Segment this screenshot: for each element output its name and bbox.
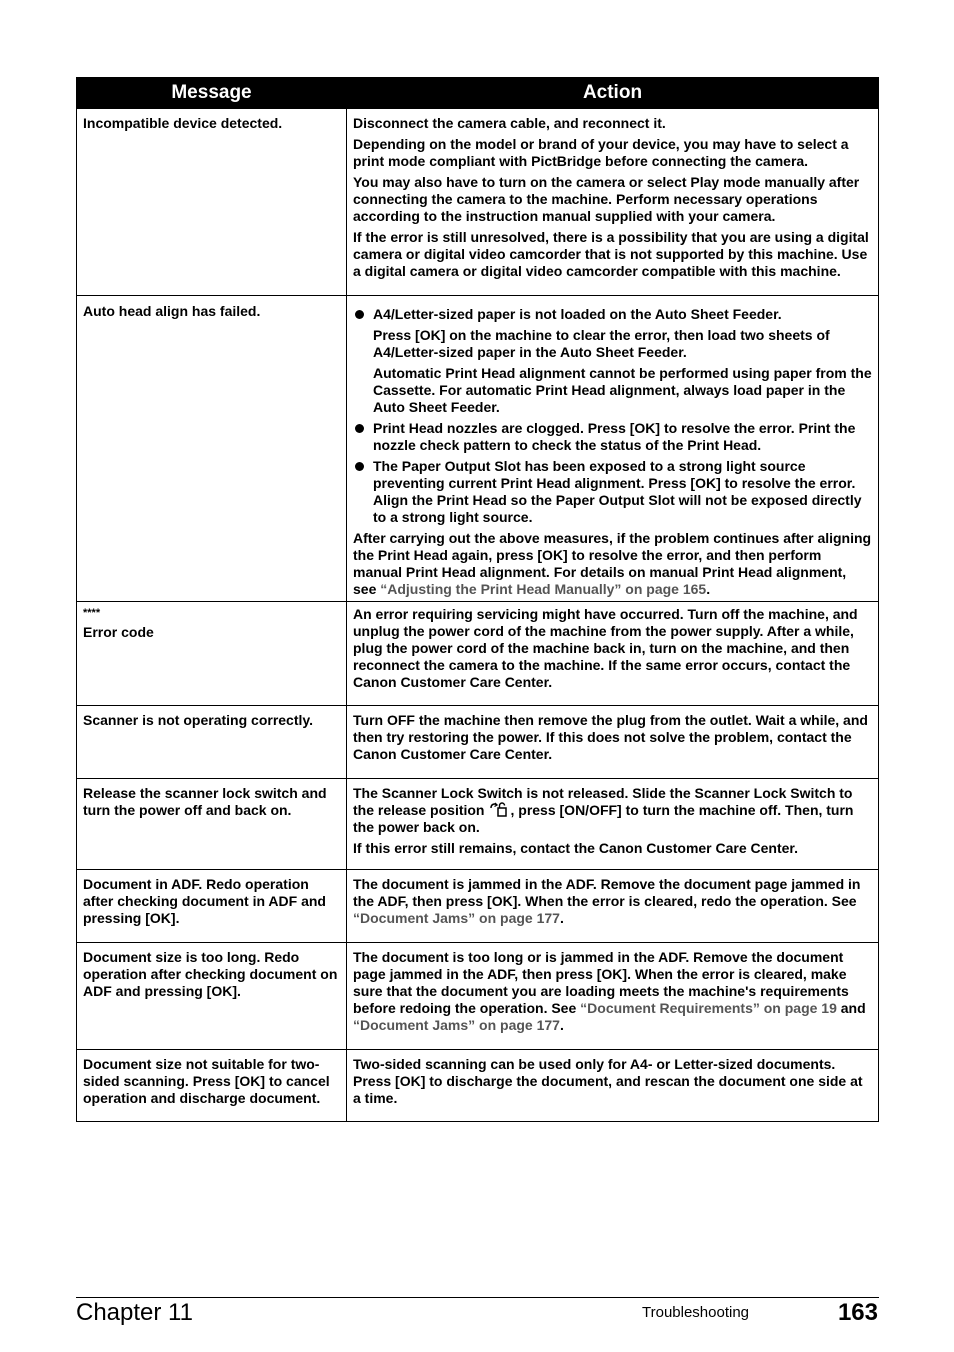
table-row xyxy=(77,779,879,870)
action-cell xyxy=(347,296,879,602)
action-text: , press [ON/OFF] to turn the machine off. Then, turn the power back on. xyxy=(353,802,854,835)
cross-reference-link[interactable]: “Document Jams” on page 177 xyxy=(353,1017,560,1033)
message-text: Release the scanner lock switch and turn the power off and back on. xyxy=(83,785,327,818)
action-text: The document is jammed in the ADF. Remove the document page jammed in the ADF, then press [OK]. When the error is cleared, redo the operation. See xyxy=(353,876,861,909)
message-cell xyxy=(77,296,347,602)
bullet-subtext: Press [OK] on the machine to clear the error, then load two sheets of A4/Letter-sized paper in the Auto Sheet Feeder. xyxy=(373,327,830,360)
action-end: . xyxy=(559,910,564,926)
action-cell xyxy=(347,779,879,870)
bullet-text: Print Head nozzles are clogged. Press [OK] to resolve the error. Print the nozzle check pattern to check the status of the Print Head. xyxy=(373,420,856,453)
table-row xyxy=(77,870,879,943)
action-cell xyxy=(347,109,879,296)
bullet-text: A4/Letter-sized paper is not loaded on the Auto Sheet Feeder. xyxy=(373,306,782,322)
section-label: Troubleshooting xyxy=(642,1304,750,1321)
action-text: The Scanner Lock Switch is not released. Slide the Scanner Lock Switch to the release position xyxy=(353,785,853,818)
bullet-item xyxy=(353,420,872,454)
message-cell xyxy=(77,870,347,943)
message-cell xyxy=(77,706,347,779)
action-paragraph: If this error still remains, contact the Canon Customer Care Center. xyxy=(353,840,798,856)
action-cell xyxy=(347,602,879,706)
action-paragraph xyxy=(353,785,872,836)
message-text: Error code xyxy=(83,624,154,640)
message-cell xyxy=(77,1050,347,1122)
message-text: Document size is too long. Redo operation after checking document on ADF and pressing [OK]. xyxy=(83,949,338,999)
cross-reference-link[interactable]: “Adjusting the Print Head Manually” on page 165 xyxy=(380,581,707,597)
message-text: Incompatible device detected. xyxy=(83,115,283,131)
action-paragraph: Two-sided scanning can be used only for A4- or Letter-sized documents. Press [OK] to discharge the document, and rescan the document one side at a time. xyxy=(353,1056,863,1106)
action-paragraph: Turn OFF the machine then remove the plug from the outlet. Wait a while, and then try restoring the power. If this does not solve the problem, contact the Canon Customer Care Center. xyxy=(353,712,868,762)
bullet-icon xyxy=(355,310,364,319)
error-message-table xyxy=(76,77,879,1122)
closing-end: . xyxy=(706,581,711,597)
table-row xyxy=(77,943,879,1050)
action-paragraph: An error requiring servicing might have occurred. Turn off the machine, and unplug the power cord of the machine from the power supply. After a while, plug the power cord of the machine back in, turn on the machine, and then reconnect the camera to the machine. If the same error occurs, contact the Canon Customer Care Center. xyxy=(353,606,858,690)
action-text: and xyxy=(836,1000,866,1016)
action-cell xyxy=(347,870,879,943)
closing-text: After carrying out the above measures, if the problem continues after aligning the Print Head again, press [OK] to resolve the error, and then perform manual Print Head alignment. For details on manual Print Head alignment, see xyxy=(353,530,872,597)
message-text: Scanner is not operating correctly. xyxy=(83,712,314,728)
bullet-icon xyxy=(355,424,364,433)
scanner-lock-release-icon xyxy=(490,802,508,818)
page-number: 163 xyxy=(837,1299,878,1326)
column-header-message: Message xyxy=(77,78,347,109)
message-text: Document size not suitable for two-sided scanning. Press [OK] to cancel operation and discharge document. xyxy=(83,1056,330,1106)
bullet-item xyxy=(353,458,872,526)
action-paragraph: Depending on the model or brand of your device, you may have to select a print mode compliant with PictBridge before connecting the camera. xyxy=(353,136,849,169)
table-header-row xyxy=(77,78,879,109)
table-row xyxy=(77,602,879,706)
footer-divider xyxy=(76,1297,879,1298)
error-code-stars: **** xyxy=(83,607,101,619)
action-cell xyxy=(347,943,879,1050)
table-row xyxy=(77,109,879,296)
action-paragraph xyxy=(353,530,872,598)
message-text: Document in ADF. Redo operation after checking document in ADF and pressing [OK]. xyxy=(83,876,326,926)
message-cell xyxy=(77,779,347,870)
action-paragraph: If the error is still unresolved, there is a possibility that you are using a digital camera or digital video camcorder that is not supported by this machine. Use a digital camera or digital video camcorder compatible with this machine. xyxy=(353,229,869,279)
action-text: The document is too long or is jammed in the ADF. Remove the document page jammed in the ADF, then press [OK]. When the error is cleared, make sure that the document you are loading meets the machine's requirements before redoing the operation. See xyxy=(353,949,849,1016)
action-paragraph xyxy=(353,949,872,1034)
message-text: Auto head align has failed. xyxy=(83,303,261,319)
message-cell xyxy=(77,602,347,706)
action-cell xyxy=(347,706,879,779)
action-paragraph: You may also have to turn on the camera or select Play mode manually after connecting the camera to the machine. Perform necessary operations according to the instruction manual supplied with your camera. xyxy=(353,174,860,224)
action-paragraph: Disconnect the camera cable, and reconnect it. xyxy=(353,115,666,131)
message-cell xyxy=(77,943,347,1050)
action-paragraph xyxy=(353,876,872,927)
action-end: . xyxy=(559,1017,564,1033)
action-cell xyxy=(347,1050,879,1122)
bullet-subtext: Automatic Print Head alignment cannot be performed using paper from the Cassette. For automatic Print Head alignment, always load paper in the Auto Sheet Feeder. xyxy=(373,365,872,415)
table-row xyxy=(77,706,879,779)
bullet-text: The Paper Output Slot has been exposed to a strong light source preventing current Print Head alignment. Press [OK] to resolve the error. Align the Print Head so the Paper Output Slot will not be exposed directly to a strong light source. xyxy=(373,458,862,525)
bullet-item xyxy=(353,306,872,323)
table-row xyxy=(77,1050,879,1122)
table-row xyxy=(77,296,879,602)
chapter-label: Chapter 11 xyxy=(76,1299,193,1326)
column-header-action: Action xyxy=(347,78,879,109)
bullet-icon xyxy=(355,462,364,471)
cross-reference-link[interactable]: “Document Requirements” on page 19 xyxy=(580,1000,837,1016)
message-cell xyxy=(77,109,347,296)
cross-reference-link[interactable]: “Document Jams” on page 177 xyxy=(353,910,560,926)
